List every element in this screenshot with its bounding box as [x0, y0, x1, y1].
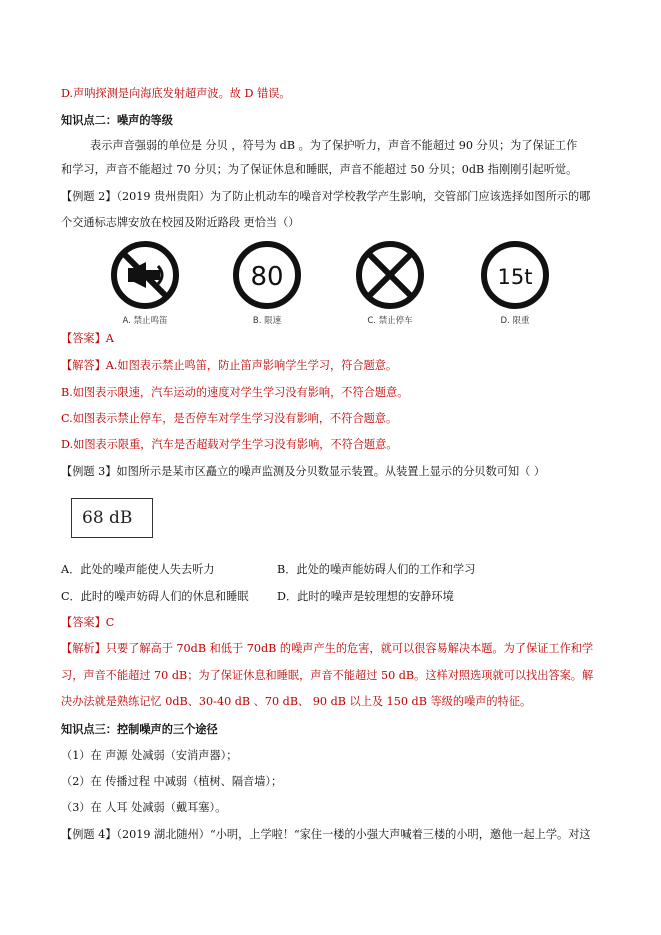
sign-d-caption: D. 限重: [500, 316, 530, 326]
ex2-analysis-a: 【解答】A.如图表示禁止鸣笛，防止笛声影响学生学习，符合题意。: [61, 359, 398, 372]
decibel-display: [71, 498, 153, 538]
sign-d: [470, 240, 560, 326]
ex3-analysis-line2: 习，声音不能超过 70 dB；为了保证休息和睡眠，声音不能超过 50 dB。这样对照选项就可以找出答案。解: [61, 669, 594, 682]
weight-limit-icon: [480, 240, 550, 310]
sign-d-text: 15t: [497, 265, 533, 289]
ex2-analysis-b: B.如图表示限速，汽车运动的速度对学生学习没有影响，不符合题意。: [61, 386, 409, 399]
ex2-question-line2: 个交通标志牌安放在校园及附近路段 更恰当（）: [61, 216, 300, 229]
sign-c-caption: C. 禁止停车: [367, 316, 413, 326]
ex2-question-line1: 【例题 2】（2019 贵州贵阳）为了防止机动车的噪音对学校教学产生影响，交管部门应该选择如图所示的哪: [61, 190, 591, 203]
ex3-answer: 【答案】C: [61, 616, 115, 629]
kp3-title: 知识点三：控制噪声的三个途径: [61, 722, 218, 736]
kp3-item-2: （2）在 传播过程 中减弱（植树、隔音墙）；: [61, 775, 283, 788]
sign-a-caption: A. 禁止鸣笛: [122, 316, 168, 326]
sign-a: [100, 240, 190, 326]
sign-c: [345, 240, 435, 326]
ex3-analysis-line3: 决办法就是熟练记忆 0dB、30-40 dB 、70 dB、 90 dB 以上及 150 dB 等级的噪声的特征。: [61, 695, 532, 708]
ex2-analysis-c: C.如图表示禁止停车，是否停车对学生学习没有影响，不符合题意。: [61, 412, 398, 425]
ex3-option-b: B．此处的噪声能妨碍人们的工作和学习: [277, 563, 476, 576]
ex3-option-c: C．此时的噪声妨碍人们的休息和睡眠: [61, 590, 249, 603]
ex2-analysis-d: D.如图表示限重，汽车是否超载对学生学习没有影响，不符合题意。: [61, 438, 398, 451]
sign-b: [222, 240, 312, 326]
no-parking-icon: [355, 240, 425, 310]
sign-b-caption: B. 限速: [252, 316, 282, 326]
ex3-option-a: A．此处的噪声能使人失去听力: [61, 563, 215, 576]
ex4-question-line1: 【例题 4】（2019 湖北随州）“小明，上学啦！“家住一楼的小强大声喊着三楼的小明，邀他一起上学。对这: [61, 828, 591, 841]
kp3-item-1: （1）在 声源 处减弱（安消声器）；: [61, 749, 238, 762]
kp2-paragraph-line1: 表示声音强弱的单位是 分贝 ，符号为 dB 。为了保护听力，声音不能超过 90 分贝；为了保证工作: [90, 139, 578, 152]
traffic-signs-figure: [100, 240, 560, 325]
ex3-analysis-line1: 【解析】只要了解高于 70dB 和低于 70dB 的噪声产生的危害，就可以很容易解决本题。为了保证工作和学: [61, 642, 594, 655]
speed-limit-icon: [232, 240, 302, 310]
kp2-title: 知识点二：噪声的等级: [61, 113, 173, 127]
decibel-display-value: 68 dB: [82, 508, 133, 528]
ex3-option-d: D．此时的噪声是较理想的安静环境: [277, 590, 454, 603]
kp3-item-3: （3）在 人耳 处减弱（戴耳塞）。: [61, 801, 227, 814]
ex2-answer: 【答案】A: [61, 332, 114, 345]
kp2-paragraph-line2: 和学习，声音不能超过 70 分贝；为了保证休息和睡眠，声音不能超过 50 分贝；0dB 指刚刚引起听觉。: [61, 163, 578, 176]
sign-b-text: 80: [250, 262, 284, 292]
ex3-question: 【例题 3】如图所示是某市区矗立的噪声监测及分贝数显示装置。从装置上显示的分贝数可知（ ）: [61, 465, 546, 478]
prev-answer-d: D.声呐探测是向海底发射超声波。故 D 错误。: [61, 87, 291, 100]
no-horn-icon: [110, 240, 180, 310]
